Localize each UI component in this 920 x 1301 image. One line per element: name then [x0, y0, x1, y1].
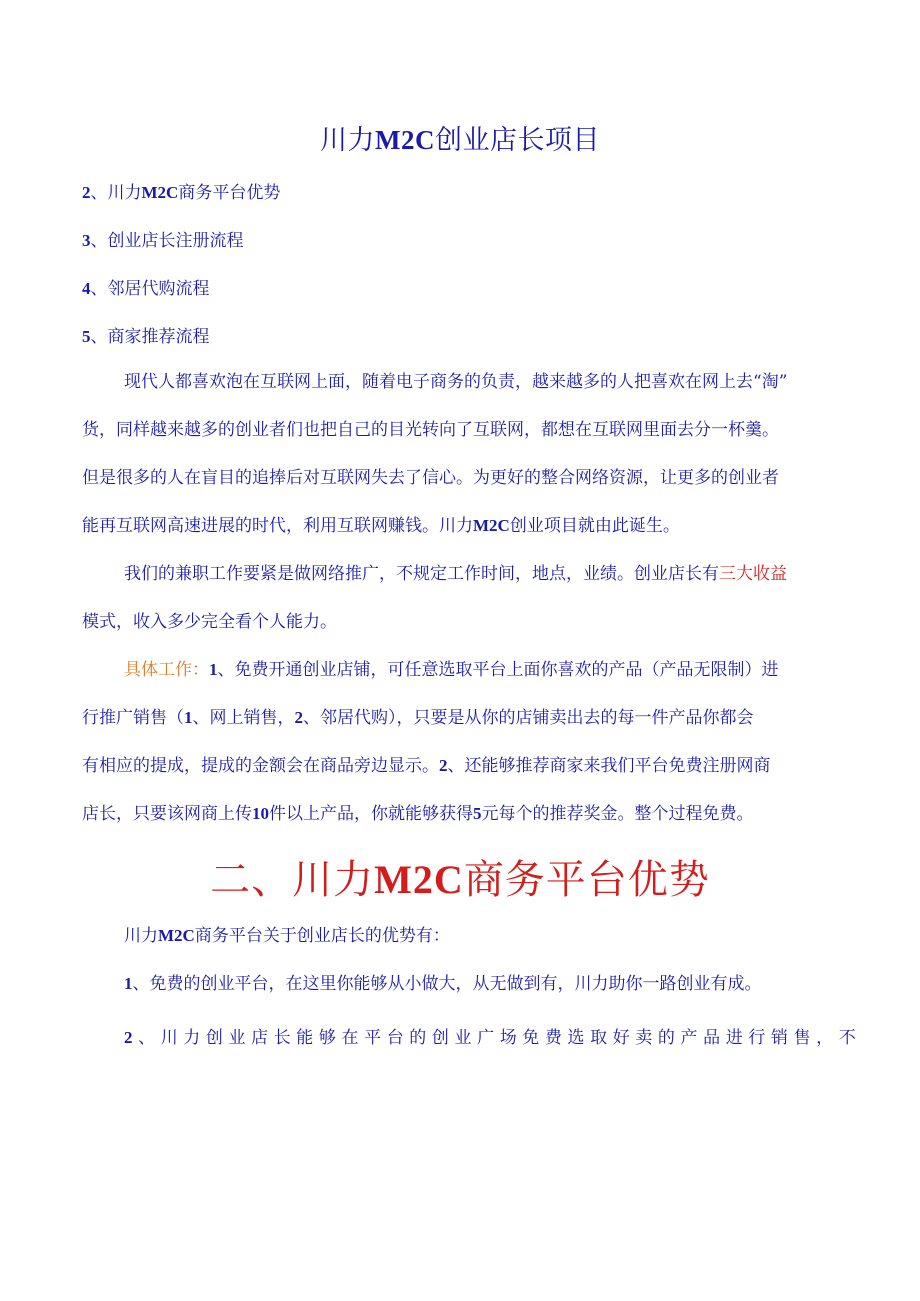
paragraph-text: 、川力创业店长能够在平台的创业广场免费选取好卖的产品进行销售，不	[138, 1028, 862, 1048]
paragraph-line: 货，同样越来越多的创业者们也把自己的目光转向了互联网，都想在互联网里面去分一杯羹。	[82, 420, 779, 440]
paragraph-text: 元每个的推荐奖金。整个过程免费。	[481, 804, 754, 824]
work-paragraph	[82, 550, 842, 646]
paragraph-text: 川力	[124, 926, 158, 946]
paragraph-line	[82, 912, 842, 960]
paragraph-line	[82, 1014, 862, 1062]
paragraph-number: 1	[184, 708, 193, 727]
toc-item-5	[82, 322, 210, 347]
paragraph-line: 但是很多的人在盲目的追捧后对互联网失去了信心。为更好的整合网络资源，让更多的创业者	[82, 468, 779, 488]
paragraph-line	[82, 960, 842, 1008]
paragraph-line	[82, 742, 842, 790]
highlight-text: 三大收益	[719, 564, 787, 584]
toc-number: 3	[82, 231, 91, 250]
advantage-item-1	[82, 960, 842, 1008]
paragraph-text: 、免费开通创业店铺，可任意选取平台上面你喜欢的产品（产品无限制）进	[217, 660, 779, 680]
toc-item-4	[82, 274, 210, 299]
paragraph-text-bold: M2C	[158, 926, 195, 945]
document-title	[0, 118, 920, 157]
paragraph-text: 商务平台关于创业店长的优势有：	[194, 926, 450, 946]
toc-number: 5	[82, 327, 91, 346]
toc-text-rest: 商务平台优势	[178, 183, 281, 203]
paragraph-number: 2	[124, 1028, 139, 1047]
toc-item-3	[82, 226, 244, 251]
paragraph-number: 10	[252, 804, 269, 823]
paragraph-line	[82, 550, 842, 598]
title-text-bold: M2C	[375, 125, 435, 155]
paragraph-text: 创业项目就由此诞生。	[509, 516, 680, 536]
paragraph-number: 1	[124, 974, 133, 993]
tasks-paragraph	[82, 646, 842, 838]
paragraph-text: 行推广销售（	[82, 708, 184, 728]
toc-text: 、创业店长注册流程	[90, 231, 244, 251]
paragraph-text: 能再互联网高速进展的时代，利用互联网赚钱。川力	[82, 516, 473, 536]
advantage-item-2	[82, 1014, 862, 1062]
paragraph-line	[82, 790, 842, 838]
paragraph-number: 5	[473, 804, 482, 823]
paragraph-text: 、还能够推荐商家来我们平台免费注册网商	[447, 756, 771, 776]
title-text-post: 创业店长项目	[434, 125, 600, 156]
paragraph-line: 现代人都喜欢泡在互联网上面，随着电子商务的负责，越来越多的人把喜欢在网上去“淘”	[124, 372, 788, 392]
title-text-pre: 川力	[320, 125, 375, 156]
heading-text-post: 商务平台优势	[463, 857, 710, 903]
paragraph-line	[82, 646, 842, 694]
toc-text: 、商家推荐流程	[90, 327, 210, 347]
section-heading	[0, 848, 920, 905]
tasks-label: 具体工作：	[124, 660, 209, 680]
toc-number: 2	[82, 183, 91, 202]
toc-item-2	[82, 178, 280, 203]
advantages-section	[82, 912, 842, 960]
paragraph-line	[82, 694, 842, 742]
toc-number: 4	[82, 279, 91, 298]
toc-text-bold: M2C	[141, 183, 179, 202]
toc-text: 、川力	[90, 183, 142, 203]
paragraph-text: 、网上销售，	[192, 708, 295, 728]
paragraph-number: 2	[439, 756, 448, 775]
paragraph-text: 我们的兼职工作要紧是做网络推广，不规定工作时间，地点，业绩。创业店长有	[124, 564, 719, 584]
paragraph-number: 2	[294, 708, 303, 727]
paragraph-text: 店长，只要该网商上传	[82, 804, 252, 824]
paragraph-text: 件以上产品，你就能够获得	[269, 804, 473, 824]
toc-text: 、邻居代购流程	[90, 279, 210, 299]
heading-text-bold: M2C	[374, 857, 464, 902]
paragraph-line: 模式，收入多少完全看个人能力。	[82, 612, 337, 632]
paragraph-text-bold: M2C	[473, 516, 510, 535]
paragraph-text: 、邻居代购），只要是从你的店铺卖出去的每一件产品你都会	[303, 708, 754, 728]
paragraph-text: 有相应的提成，提成的金额会在商品旁边显示。	[82, 756, 439, 776]
intro-paragraph	[82, 358, 842, 550]
paragraph-text: 、免费的创业平台，在这里你能够从小做大，从无做到有，川力助你一路创业有成。	[132, 974, 762, 994]
heading-text-pre: 二、川力	[210, 857, 375, 903]
paragraph-number: 1	[209, 660, 218, 679]
paragraph-line	[82, 502, 842, 550]
